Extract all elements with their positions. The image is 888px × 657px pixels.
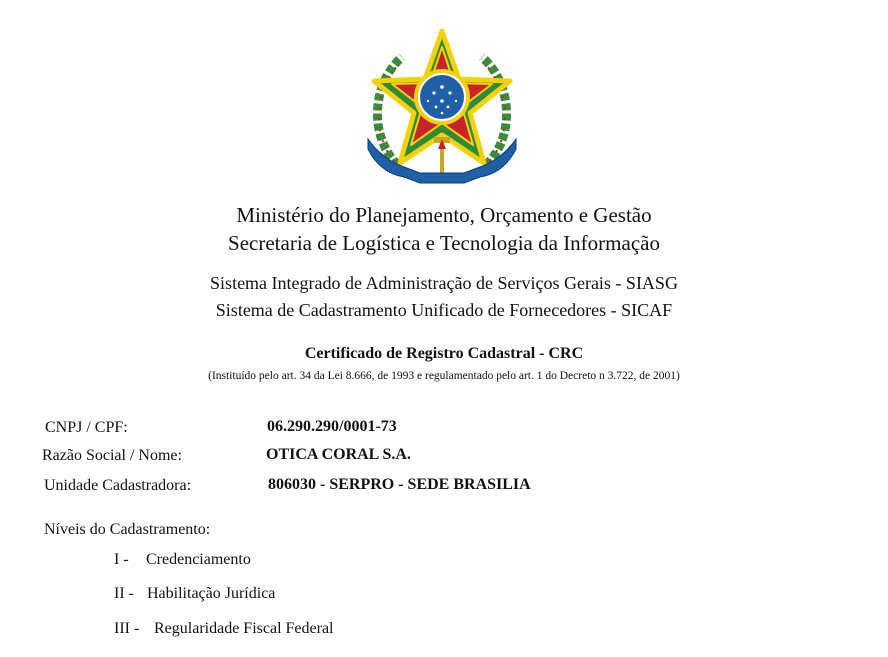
brazil-coat-of-arms-seal [364, 27, 520, 185]
cnpj-value: 06.290.290/0001-73 [267, 418, 397, 435]
level-item-number: I - [114, 551, 129, 568]
razao-social-label: Razão Social / Nome: [42, 447, 182, 464]
certificate-title: Certificado de Registro Cadastral - CRC [304, 345, 584, 362]
cnpj-label: CNPJ / CPF: [45, 419, 128, 436]
unidade-cadastradora-value: 806030 - SERPRO - SEDE BRASILIA [268, 476, 531, 493]
unidade-cadastradora-label: Unidade Cadastradora: [44, 477, 192, 494]
secretariat-title: Secretaria de Logística e Tecnologia da Informação [228, 231, 660, 255]
levels-heading: Níveis do Cadastramento: [44, 521, 211, 538]
ministry-title: Ministério do Planejamento, Orçamento e Gestão [236, 203, 652, 227]
sicaf-system-title: Sistema de Cadastramento Unificado de Fornecedores - SICAF [215, 300, 673, 320]
level-item-label: Habilitação Jurídica [147, 585, 276, 602]
certificate-legal-note: (Instituído pelo art. 34 da Lei 8.666, de 1993 e regulamentado pelo art. 1 do Decreto n 3.722, de 2001) [208, 370, 680, 382]
siasg-system-title: Sistema Integrado de Administração de Serviços Gerais - SIASG [210, 273, 678, 293]
level-item-number: II - [114, 585, 134, 602]
razao-social-value: OTICA CORAL S.A. [266, 446, 411, 463]
level-item-label: Credenciamento [146, 551, 251, 568]
level-item-label: Regularidade Fiscal Federal [154, 620, 334, 637]
level-item-number: III - [114, 620, 140, 637]
